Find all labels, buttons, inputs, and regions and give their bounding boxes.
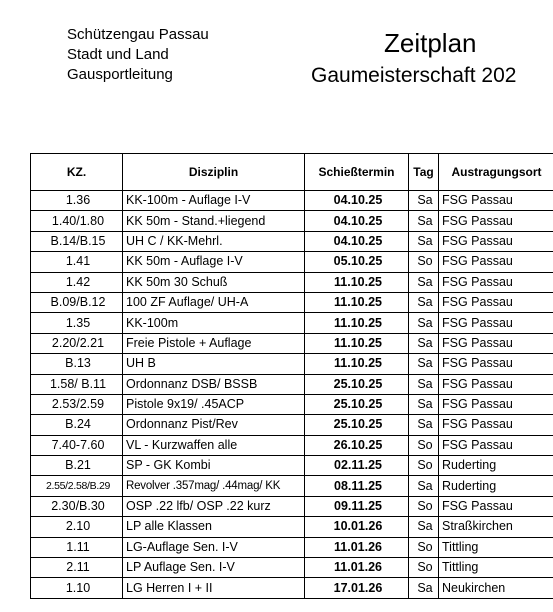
cell-disziplin: Freie Pistole + Auflage (123, 333, 305, 353)
cell-disziplin: Ordonnanz DSB/ BSSB (123, 374, 305, 394)
table-row (31, 517, 553, 537)
cell-kz: B.13 (31, 354, 123, 374)
table-body (31, 191, 553, 599)
cell-schiesstermin: 11.01.26 (305, 537, 409, 557)
cell-austragungsort: Neukirchen (439, 578, 553, 598)
cell-schiesstermin: 11.10.25 (305, 292, 409, 312)
cell-disziplin: LP alle Klassen (123, 517, 305, 537)
cell-kz: 2.53/2.59 (31, 394, 123, 414)
table-row (31, 313, 553, 333)
cell-kz: B.21 (31, 456, 123, 476)
cell-kz: 1.36 (31, 191, 123, 211)
cell-kz: 7.40-7.60 (31, 435, 123, 455)
cell-schiesstermin: 25.10.25 (305, 394, 409, 414)
cell-austragungsort: FSG Passau (439, 313, 553, 333)
cell-austragungsort: FSG Passau (439, 252, 553, 272)
cell-austragungsort: Ruderting (439, 456, 553, 476)
cell-disziplin: SP - GK Kombi (123, 456, 305, 476)
cell-kz: 2.11 (31, 558, 123, 578)
cell-austragungsort: FSG Passau (439, 211, 553, 231)
cell-austragungsort: FSG Passau (439, 374, 553, 394)
column-header-schiesstermin: Schießtermin (305, 154, 409, 191)
table-row (31, 252, 553, 272)
table-row (31, 231, 553, 251)
cell-austragungsort: FSG Passau (439, 191, 553, 211)
cell-tag: So (409, 252, 439, 272)
cell-tag: So (409, 558, 439, 578)
cell-disziplin: Revolver .357mag/ .44mag/ KK (123, 476, 305, 496)
cell-schiesstermin: 04.10.25 (305, 231, 409, 251)
cell-kz: B.14/B.15 (31, 231, 123, 251)
cell-tag: Sa (409, 415, 439, 435)
cell-tag: Sa (409, 272, 439, 292)
cell-schiesstermin: 25.10.25 (305, 415, 409, 435)
org-line-3: Gausportleitung (67, 66, 173, 83)
cell-kz: 1.42 (31, 272, 123, 292)
cell-kz: 1.35 (31, 313, 123, 333)
cell-tag: Sa (409, 476, 439, 496)
cell-schiesstermin: 04.10.25 (305, 191, 409, 211)
cell-tag: So (409, 496, 439, 516)
cell-tag: Sa (409, 517, 439, 537)
table-header-row (31, 154, 553, 191)
cell-kz: B.24 (31, 415, 123, 435)
cell-tag: Sa (409, 354, 439, 374)
cell-tag: Sa (409, 333, 439, 353)
org-line-1: Schützengau Passau (67, 26, 209, 43)
cell-disziplin: LG-Auflage Sen. I-V (123, 537, 305, 557)
cell-kz: 1.40/1.80 (31, 211, 123, 231)
table-row (31, 211, 553, 231)
column-header-tag: Tag (409, 154, 439, 191)
cell-austragungsort: FSG Passau (439, 496, 553, 516)
table-row (31, 496, 553, 516)
cell-tag: Sa (409, 394, 439, 414)
cell-disziplin: Pistole 9x19/ .45ACP (123, 394, 305, 414)
cell-schiesstermin: 11.01.26 (305, 558, 409, 578)
cell-austragungsort: FSG Passau (439, 272, 553, 292)
schedule-table (30, 153, 553, 599)
table-row (31, 394, 553, 414)
table-row (31, 456, 553, 476)
cell-austragungsort: Straßkirchen (439, 517, 553, 537)
cell-kz: B.09/B.12 (31, 292, 123, 312)
cell-austragungsort: Tittling (439, 558, 553, 578)
table-row (31, 415, 553, 435)
org-line-2: Stadt und Land (67, 46, 169, 63)
cell-disziplin: LG Herren I + II (123, 578, 305, 598)
cell-kz: 1.58/ B.11 (31, 374, 123, 394)
cell-kz: 1.11 (31, 537, 123, 557)
cell-schiesstermin: 08.11.25 (305, 476, 409, 496)
cell-disziplin: UH C / KK-Mehrl. (123, 231, 305, 251)
cell-austragungsort: FSG Passau (439, 394, 553, 414)
cell-disziplin: VL - Kurzwaffen alle (123, 435, 305, 455)
cell-tag: Sa (409, 231, 439, 251)
column-header-austragungsort: Austragungsort (439, 154, 553, 191)
cell-tag: Sa (409, 374, 439, 394)
cell-tag: Sa (409, 292, 439, 312)
table-row (31, 191, 553, 211)
cell-austragungsort: FSG Passau (439, 333, 553, 353)
table-row (31, 292, 553, 312)
cell-schiesstermin: 17.01.26 (305, 578, 409, 598)
cell-austragungsort: FSG Passau (439, 231, 553, 251)
cell-disziplin: KK-100m (123, 313, 305, 333)
cell-schiesstermin: 26.10.25 (305, 435, 409, 455)
cell-kz: 2.20/2.21 (31, 333, 123, 353)
table-row (31, 537, 553, 557)
table-row (31, 333, 553, 353)
cell-austragungsort: FSG Passau (439, 354, 553, 374)
table-row (31, 558, 553, 578)
column-header-kz: KZ. (31, 154, 123, 191)
document-subtitle: Gaumeisterschaft 202 (311, 64, 517, 87)
cell-austragungsort: Ruderting (439, 476, 553, 496)
cell-disziplin: 100 ZF Auflage/ UH-A (123, 292, 305, 312)
cell-schiesstermin: 11.10.25 (305, 354, 409, 374)
table-row (31, 435, 553, 455)
cell-schiesstermin: 02.11.25 (305, 456, 409, 476)
cell-kz: 2.55/2.58/B.29 (31, 476, 123, 496)
cell-schiesstermin: 09.11.25 (305, 496, 409, 516)
table-row (31, 374, 553, 394)
cell-schiesstermin: 11.10.25 (305, 313, 409, 333)
organization-block (67, 25, 209, 85)
table-row (31, 354, 553, 374)
cell-disziplin: KK-100m - Auflage I-V (123, 191, 305, 211)
table-row (31, 578, 553, 598)
cell-kz: 2.10 (31, 517, 123, 537)
cell-austragungsort: FSG Passau (439, 415, 553, 435)
cell-tag: Sa (409, 313, 439, 333)
document-title: Zeitplan (384, 28, 477, 58)
cell-schiesstermin: 04.10.25 (305, 211, 409, 231)
cell-disziplin: UH B (123, 354, 305, 374)
cell-kz: 1.41 (31, 252, 123, 272)
cell-disziplin: LP Auflage Sen. I-V (123, 558, 305, 578)
cell-disziplin: KK 50m - Stand.+liegend (123, 211, 305, 231)
cell-disziplin: Ordonnanz Pist/Rev (123, 415, 305, 435)
cell-disziplin: OSP .22 lfb/ OSP .22 kurz (123, 496, 305, 516)
cell-schiesstermin: 11.10.25 (305, 272, 409, 292)
cell-austragungsort: FSG Passau (439, 292, 553, 312)
cell-disziplin: KK 50m - Auflage I-V (123, 252, 305, 272)
cell-tag: Sa (409, 578, 439, 598)
cell-kz: 1.10 (31, 578, 123, 598)
cell-schiesstermin: 05.10.25 (305, 252, 409, 272)
cell-tag: Sa (409, 211, 439, 231)
cell-schiesstermin: 10.01.26 (305, 517, 409, 537)
cell-austragungsort: Tittling (439, 537, 553, 557)
cell-kz: 2.30/B.30 (31, 496, 123, 516)
cell-schiesstermin: 11.10.25 (305, 333, 409, 353)
cell-tag: So (409, 537, 439, 557)
cell-tag: So (409, 435, 439, 455)
cell-tag: So (409, 456, 439, 476)
table-row (31, 476, 553, 496)
cell-tag: Sa (409, 191, 439, 211)
cell-schiesstermin: 25.10.25 (305, 374, 409, 394)
cell-austragungsort: FSG Passau (439, 435, 553, 455)
cell-disziplin: KK 50m 30 Schuß (123, 272, 305, 292)
column-header-disziplin: Disziplin (123, 154, 305, 191)
table-row (31, 272, 553, 292)
